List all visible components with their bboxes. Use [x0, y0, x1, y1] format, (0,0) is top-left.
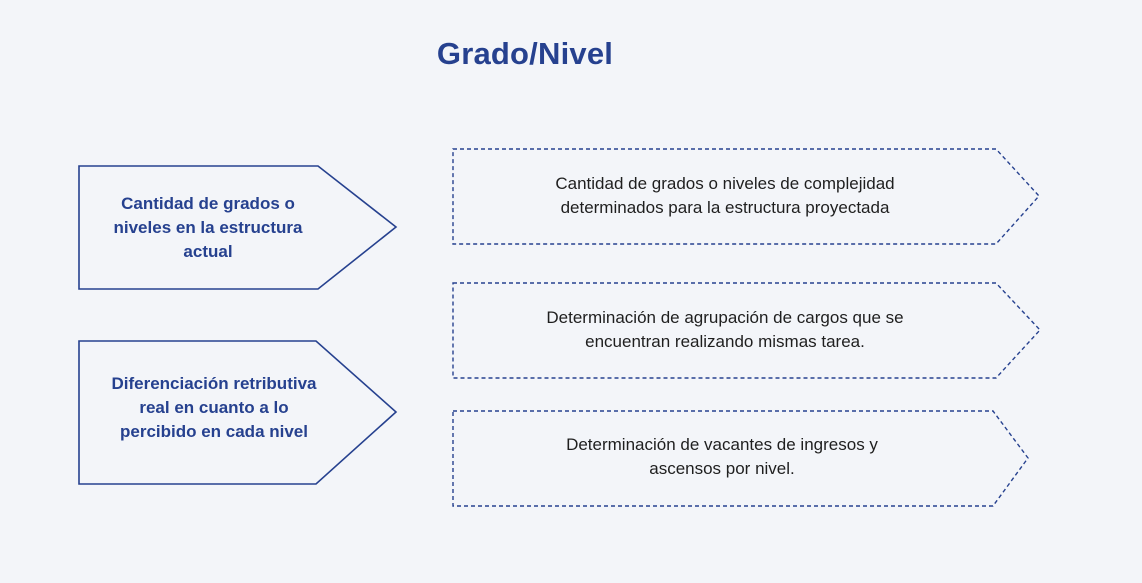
diagram-title: Grado/Nivel [436, 36, 614, 71]
right-item-2: Determinación de agrupación de cargos que se encuentran realizando mismas tarea. [546, 308, 904, 351]
right-item-3: Determinación de vacantes de ingresos y ascensos por nivel. [566, 435, 878, 478]
right-item-1: Cantidad de grados o niveles de complejidad determinados para la estructura proyectada [555, 174, 895, 217]
left-item-2: Diferenciación retributiva real en cuanto a lo percibido en cada nivel [111, 374, 317, 441]
left-item-1: Cantidad de grados o niveles en la estructura actual [113, 194, 303, 261]
